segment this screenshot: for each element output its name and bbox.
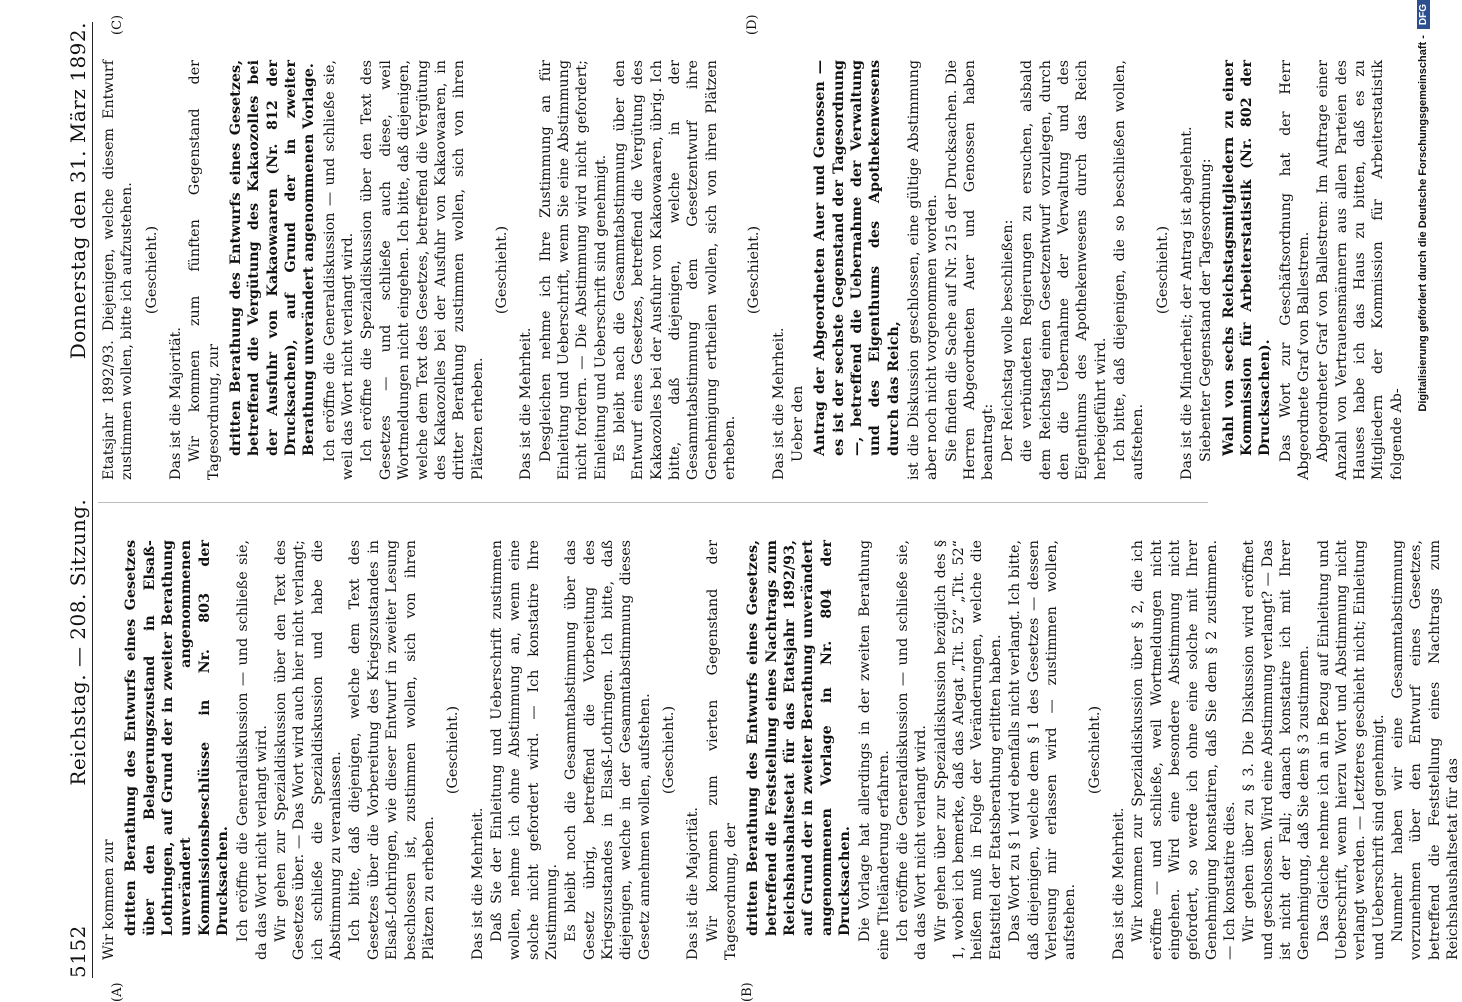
agenda-heading: dritten Berathung des Entwurfs eines Gesetzes, betreffend die Vergütung des Kakaozolles bei der Ausfuhr von Kakaowaaren (Nr. 812 der Drucksachen), auf Grund der in zweiter Berathung unverändert angenommenen Vorlage.: [228, 60, 318, 456]
paragraph: Wir kommen zur: [101, 839, 117, 960]
stage-direction: (Geschieht.): [1086, 705, 1103, 795]
paragraph: Desgleichen nehme ich Ihre Zustimmung an für Einleitung und Ueberschrift, wenn Sie eine Abstimmung nicht fordern. — Die Abstimmung wird nicht gefordert; Einleitung und Ueberschrift sind genehmigt.: [537, 60, 609, 480]
paragraph: Ich bitte, daß diejenigen, welche dem Text des Gesetzes über die Vorbereitung des Kriegszustandes in Elsaß-Lothringen, wie dieser Entwurf in zweiter Lesung beschlossen ist, zustimmen wollen, sich von ihren Plätzen zu erheben.: [347, 540, 437, 960]
margin-letter-a: (A): [110, 982, 125, 1002]
paragraph: Das ist die Majorität.: [685, 807, 702, 960]
stage-direction: (Geschieht.): [493, 225, 510, 315]
paragraph: Das ist die Mehrheit.: [770, 327, 787, 480]
paragraph: Das Wort zur Geschäftsordnung hat der Herr Abgeordnete Graf von Ballestrem.: [1277, 60, 1312, 480]
session-title: Reichstag. — 208. Sitzung.: [66, 498, 90, 786]
agenda-heading: Wahl von sechs Reichstagsmitgliedern zu einer Kommission für Arbeiterstatistik (Nr. 802 der Drucksachen).: [1220, 60, 1274, 456]
paragraph: Ich eröffne die Generaldiskussion — und schließe sie, weil das Wort nicht verlangt wird.: [321, 60, 357, 480]
paragraph: Das ist die Majorität.: [168, 327, 185, 480]
paragraph: Das ist die Mehrheit.: [518, 327, 535, 480]
paragraph: Das ist die Mehrheit.: [1110, 807, 1127, 960]
paragraph: Der Reichstag wolle beschließen:: [999, 219, 1016, 462]
paragraph: Sie finden die Sache auf Nr. 215 der Drucksachen. Die Herren Abgeordneten Auer und Genossen haben beantragt:: [943, 60, 997, 480]
credit-text: Digitalisierung gefördert durch die Deutsche Forschungsgemeinschaft -: [1417, 35, 1429, 412]
paragraph: Wir kommen zum fünften Gegenstand der Tagesordnung, zur: [187, 60, 222, 480]
agenda-heading: dritten Berathung des Entwurfs eines Gesetzes über den Belagerungszustand in Elsaß-Lothringen, auf Grund der in zweiter Berathung unverändert angenommenen Kommissionsbeschlüsse in Nr. 803 der Drucksachen.: [123, 540, 232, 936]
paragraph: Abgeordneter Graf von Ballestrem: Im Auftrage einer Anzahl von Vertrauensmännern aus allen Parteien des Hauses habe ich das Haus zu bitten, daß es zu Mitgliedern der Kommission für Arbeiterstatistik folgende Ab-: [1315, 60, 1405, 480]
paragraph: Ich eröffne die Generaldiskussion — und schließe sie, da das Wort nicht verlangt wird.: [895, 540, 930, 960]
dfg-logo: DFG: [1417, 0, 1430, 29]
header-rule: [92, 22, 93, 978]
margin-letter-d: (D): [745, 14, 760, 35]
digitization-credit: [1414, 0, 1432, 1000]
column-divider: [98, 502, 1208, 503]
paragraph: ist die Diskussion geschlossen, eine gültige Abstimmung aber noch nicht vorgenommen worden.: [906, 60, 941, 480]
paragraph: Ueber den: [790, 385, 807, 462]
session-date: Donnerstag den 31. März 1892.: [66, 22, 90, 360]
paragraph: Wir gehen über zu § 3. Die Diskussion wird eröffnet und geschlossen. Wird eine Abstimmung verlangt? — Das ist nicht der Fall; danach konstatire ich mit Ihrer Genehmigung, daß Sie dem § 3 zustimmen.: [1241, 540, 1313, 960]
paragraph: Wir kommen zum vierten Gegenstand der Tagesordnung, der: [704, 540, 739, 960]
paragraph: Siebenter Gegenstand der Tagesordnung:: [1198, 158, 1215, 462]
paragraph: Wir kommen zur Spezialdiskussion über § 2, die ich eröffne — und schließe, weil Wortmeldungen nicht eingehen. Wird eine besondere Abstimmung nicht gefordert, so werde ich ohne eine solche mit Ihrer Genehmigung konstatiren, daß Sie dem § 2 zustimmen. — Ich konstatire dies.: [1130, 540, 1238, 960]
margin-letter-b: (B): [740, 982, 755, 1002]
stage-direction: (Geschieht.): [445, 705, 462, 795]
paragraph: Ich bitte, daß diejenigen, die so beschließen wollen, aufstehen.: [1111, 60, 1147, 480]
paragraph: Wir gehen über zur Spezialdiskussion bezüglich des § 1, wobei ich bemerke, daß das Alegat „Tit. 52“ „Tit. 52“ heißen muß in Folge der Veränderungen, welche die Etatstitel der Etatsberathung erlitten haben.: [932, 540, 1004, 960]
paragraph: Nunmehr haben wir eine Gesammtabstimmung vorzunehmen über den Entwurf eines Gesetzes, betreffend die Feststellung eines Nachtrags zum Reichshaushaltsetat für das: [1390, 540, 1462, 960]
paragraph: Ich eröffne die Spezialdiskussion über den Text des Gesetzes — und schließe auch diese, weil Wortmeldungen nicht eingehen. Ich bitte, daß diejenigen, welche dem Text des Gesetzes, betreffend die Vergütung des Kakaozolles bei der Ausfuhr von Kakaowaaren, in dritter Berathung zustimmen wollen, sich von ihren Plätzen erheben.: [359, 60, 486, 480]
right-column: [100, 60, 1405, 480]
paragraph: Die Vorlage hat allerdings in der zweiten Berathung eine Titeländerung erfahren.: [857, 540, 892, 960]
paragraph: Das ist die Mehrheit.: [469, 807, 486, 960]
stage-direction: (Geschieht.): [1154, 225, 1171, 315]
stage-direction: (Geschieht.): [660, 705, 677, 795]
agenda-heading: Antrag der Abgeordneten Auer und Genossen — es ist der sechste Gegenstand der Tagesordnung —, betreffend die Uebernahme der Verwaltung und des Eigenthums des Apothekenwesens durch das Reich,: [812, 60, 902, 456]
margin-letter-c: (C): [110, 14, 125, 35]
paragraph: Das ist die Minderheit; der Antrag ist abgelehnt.: [1178, 126, 1195, 480]
paragraph: Es bleibt nach die Gesammtabstimmung über den Entwurf eines Gesetzes, betreffend die Vergütung des Kakaozolles bei der Ausfuhr von Kakaowaaren, übrig. Ich bitte, daß diejenigen, welche in der Gesammtabstimmung dem Gesetzentwurf ihre Genehmigung ertheilen wollen, sich von ihren Plätzen erheben.: [611, 60, 738, 480]
stage-direction: (Geschieht.): [143, 225, 160, 315]
paragraph: Etatsjahr 1892/93. Diejenigen, welche diesem Entwurf zustimmen wollen, bitte ich aufzustehen.: [101, 60, 136, 480]
agenda-heading: dritten Berathung des Entwurfs eines Gesetzes, betreffend die Feststellung eines Nachtrags zum Reichshaushaltsetat für das Etatsjahr 1892/93, auf Grund der in zweiter Berathung unverändert angenommenen Vorlage in Nr. 804 der Drucksachen.: [745, 540, 854, 936]
paragraph: Das Gleiche nehme ich an in Bezug auf Einleitung und Ueberschrift, wenn hierzu Wort und Abstimmung nicht verlangt werden. — Letzteres geschieht nicht; Einleitung und Ueberschrift sind genehmigt.: [1315, 540, 1387, 960]
paragraph: Daß Sie der Einleitung und Ueberschrift zustimmen wollen, nehme ich ohne Abstimmung an, wenn eine solche nicht gefordert wird. — Ich konstatire Ihre Zustimmung.: [488, 540, 560, 960]
page-number: 5152: [66, 925, 90, 978]
paragraph: Es bleibt noch die Gesammtabstimmung über das Gesetz übrig, betreffend die Vorbereitung des Kriegszustandes in Elsaß-Lothringen. Ich bitte, daß diejenigen, welche in der Gesammtabstimmung dieses Gesetz annehmen wollen, aufstehen.: [563, 540, 653, 960]
left-column: [100, 540, 1462, 960]
paragraph: Das Wort zu § 1 wird ebenfalls nicht verlangt. Ich bitte, daß diejenigen, welche dem § 1 des Gesetzes — dessen Verlesung mir erlassen wird — zustimmen wollen, aufstehen.: [1007, 540, 1079, 960]
paragraph: die verbündeten Regierungen zu ersuchen, alsbald dem Reichstag einen Gesetzentwurf vorzulegen, durch den die Uebernahme der Verwaltung und des Eigenthums des Apothekenwesens durch das Reich herbeigeführt wird.: [1019, 60, 1109, 480]
page-header: [62, 22, 90, 978]
paragraph: Wir gehen zur Spezialdiskussion über den Text des Gesetzes über. — Das Wort wird auch hier nicht verlangt; ich schließe die Spezialdiskussion und habe die Abstimmung zu veranlassen.: [273, 540, 345, 960]
paragraph: Ich eröffne die Generaldiskussion — und schließe sie, da das Wort nicht verlangt wird.: [235, 540, 270, 960]
stage-direction: (Geschieht.): [746, 225, 763, 315]
